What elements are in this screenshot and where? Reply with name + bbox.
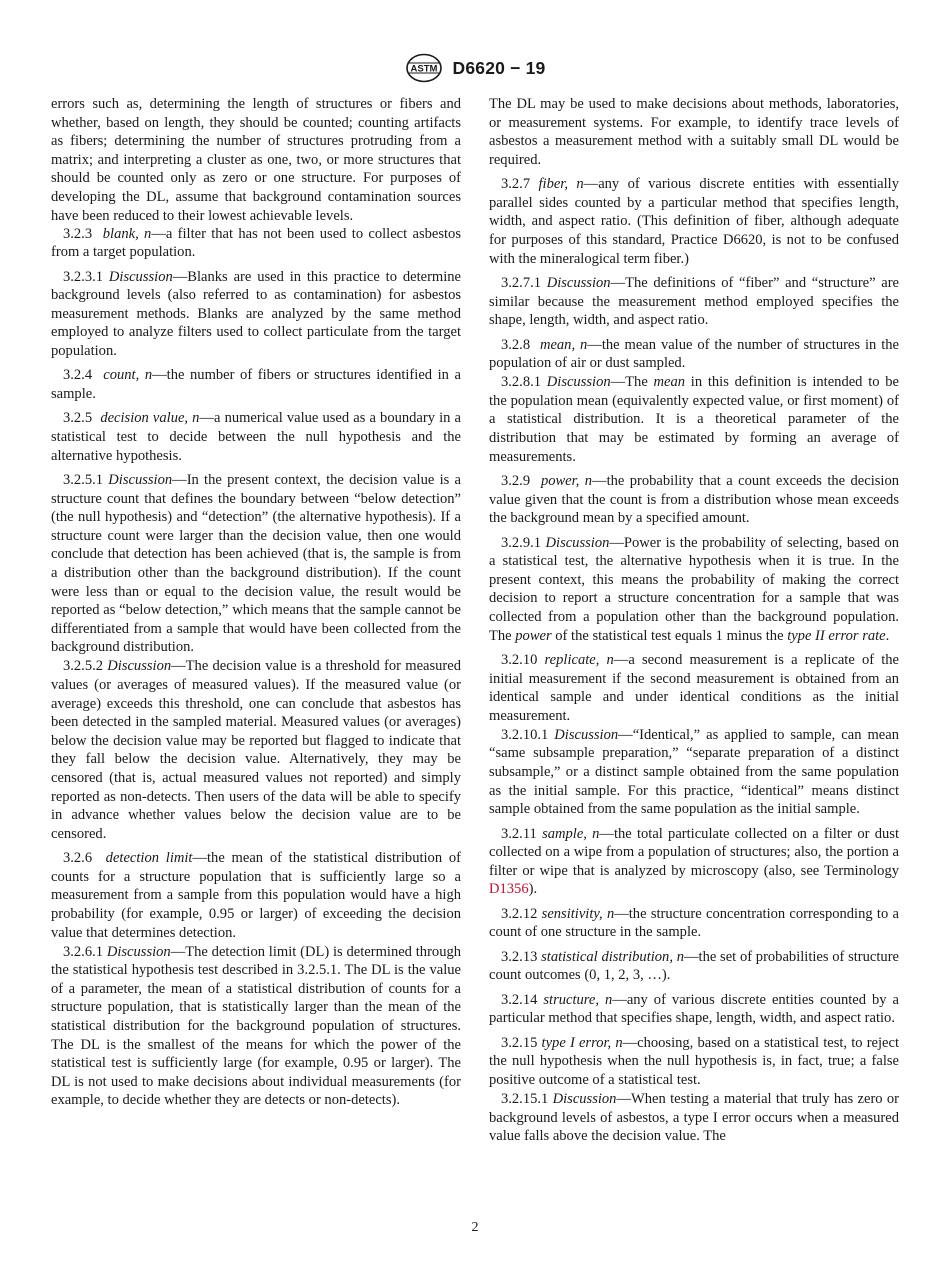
definition-detection-limit: 3.2.6 detection limit—the mean of the statistical distribution of counts for a structure population that is sufficiently large so a measurement from a sample from this population would have a high probability (for example, 0.95 or larger) of exceeding the decision value that determines detection. bbox=[51, 850, 462, 941]
right-column bbox=[489, 95, 899, 1152]
discussion-3-2-15-1: 3.2.15.1 Discussion—When testing a material that truly has zero or background levels of asbestos, a type I error occurs when a measured value falls above the decision value. The bbox=[489, 1090, 900, 1145]
definition-sample: 3.2.11 sample, n—the total particulate collected on a filter or dust collected on a wipe from a population of structures; also, the portion a filter or wipe that is analyzed by microscopy (also, see Terminology D1356). bbox=[489, 825, 899, 898]
discussion-3-2-9-1: 3.2.9.1 Discussion—Power is the probability of selecting, based on a statistical test, the alternative hypothesis when it is true. In the present context, this means the probability of making the correct decision to report a structure concentration for a sample that was collected from a population other than the background population. The power of the statistical test equals 1 minus the type II error rate. bbox=[489, 534, 899, 644]
definition-power: 3.2.9 power, n—the probability that a count exceeds the decision value given that the count is from a distribution whose mean exceeds the background mean by a specified amount. bbox=[489, 472, 899, 527]
definition-structure: 3.2.14 structure, n—any of various discrete entities counted by a particular method that specifies shape, length, width, and aspect ratio. bbox=[489, 991, 899, 1027]
definition-sensitivity: 3.2.12 sensitivity, n—the structure concentration corresponding to a count of one structure in the sample. bbox=[489, 905, 899, 941]
definition-fiber: 3.2.7 fiber, n—any of various discrete entities with essentially parallel sides counted by a particular method that specifies length, width, and aspect ratio. (This definition of fiber, although adequate for purposes of this standard, Practice D6620, is not to be confused with the mineralogical term fiber.) bbox=[489, 176, 899, 267]
definition-count: 3.2.4 count, n—the number of fibers or structures identified in a sample. bbox=[51, 367, 461, 402]
page-number: 2 bbox=[471, 1220, 479, 1235]
left-column bbox=[51, 95, 461, 1116]
paragraph-continued-dl: The DL may be used to make decisions about methods, laboratories, or measurement systems. For example, to identify trace levels of asbestos a measurement method with a suitably small DL would be required. bbox=[489, 96, 899, 168]
discussion-3-2-3-1: 3.2.3.1 Discussion—Blanks are used in this practice to determine background levels (also referred to as contamination) for asbestos measurement methods. Blanks are analyzed by the same method employed to analyze filters used to collect particulate from the target population. bbox=[51, 268, 462, 360]
discussion-3-2-6-1: 3.2.6.1 Discussion—The detection limit (DL) is determined through the statistical hypothesis test described in 3.2.5.1. The DL is the value of a parameter, the mean of a statistical distribution of counts for a structure population, that is statistically larger than the mean of the statistical distribution for the background population of structures. The DL is the smallest of the means for which the power of the statistical test is sufficiently large (for example, 0.95 or larger). The DL is not used to make decisions about individual measurements (for example, to decide whether they are detects or non-detects). bbox=[51, 943, 462, 1109]
definition-replicate: 3.2.10 replicate, n—a second measurement is a replicate of the initial measurement if the second measurement is obtained from an identical sample and under identical conditions as the initial measurement. bbox=[489, 651, 900, 724]
discussion-3-2-5-2: 3.2.5.2 Discussion—The decision value is a threshold for measured values (or averages of measured values). If the measured value (or average) exceeds this threshold, one can conclude that asbestos has been detected in the sampled material. Measured values (or averages) below the decision value may be reported but flagged to indicate that they fall below the decision value. Alternatively, they may be censored (that is, actual measured values not reported) and simply reported as non-detects. Then users of the data will be able to specify in advance whether values below the decision value are to be censored. bbox=[51, 658, 461, 842]
definition-decision-value: 3.2.5 decision value, n—a numerical value used as a boundary in a statistical test to decide between the null hypothesis and the alternative hypothesis. bbox=[51, 410, 461, 464]
definition-blank: 3.2.3 blank, n—a filter that has not been used to collect asbestos from a target population. bbox=[51, 225, 461, 261]
paragraph-continued: errors such as, determining the length of structures or fibers and whether, based on length, they should be counted; counting artifacts as fibers; determining the number of structures protruding from a matrix; and interpreting a cluster as one, two, or more structures that should be counted only as zero or one structure. For purposes of developing the DL, assume that background contamination sources have been reduced to their lowest achievable levels. bbox=[51, 96, 461, 224]
discussion-3-2-8-1: 3.2.8.1 Discussion—The mean in this definition is intended to be the population mean (equivalently expected value, or first moment) of a statistical distribution. It is a theoretical parameter of the distribution that may be estimated by forming an average of measurements. bbox=[489, 374, 899, 465]
definition-mean: 3.2.8 mean, n—the mean value of the number of structures in the population of air or dust sampled. bbox=[489, 336, 899, 372]
definition-type-i-error: 3.2.15 type I error, n—choosing, based on a statistical test, to reject the null hypothesis when the null hypothesis is, in fact, true; a false positive outcome of a statistical test. bbox=[489, 1034, 899, 1088]
astm-logo-icon bbox=[405, 53, 443, 83]
discussion-3-2-10-1: 3.2.10.1 Discussion—“Identical,” as applied to sample, can mean “same subsample preparation,” “separate preparation of a distinct subsample,” or a distinct sample obtained from the same population as the initial sample. For this practice, “identical” means distinct sample obtained from the same population as the initial sample. bbox=[489, 726, 899, 818]
terminology-link[interactable]: D1356 bbox=[489, 881, 529, 898]
definition-statistical-distribution: 3.2.13 statistical distribution, n—the set of probabilities of structure count outcomes (0, 1, 2, 3, …). bbox=[489, 948, 900, 984]
logo-text: ASTM bbox=[410, 63, 437, 75]
page-header bbox=[0, 53, 950, 87]
discussion-3-2-7-1: 3.2.7.1 Discussion—The definitions of “fiber” and “structure” are similar because the measurement method employed specifies the shape, length, width, and aspect ratio. bbox=[489, 274, 899, 329]
document-id: D6620 − 19 bbox=[452, 57, 546, 78]
discussion-3-2-5-1: 3.2.5.1 Discussion—In the present context, the decision value is a structure count that defines the boundary between “below detection” (the null hypothesis) and “detection” (the alternative hypothesis). If a structure count were larger than the decision value, then one would conclude that detection has been achieved (that is, the sample is from a distribution other than the background distribution). If the count were less than or equal to the decision value, the result would be reported as “below detection,” which means that the sample cannot be differentiated from a sample that would have been collected from the background distribution. bbox=[51, 471, 461, 656]
